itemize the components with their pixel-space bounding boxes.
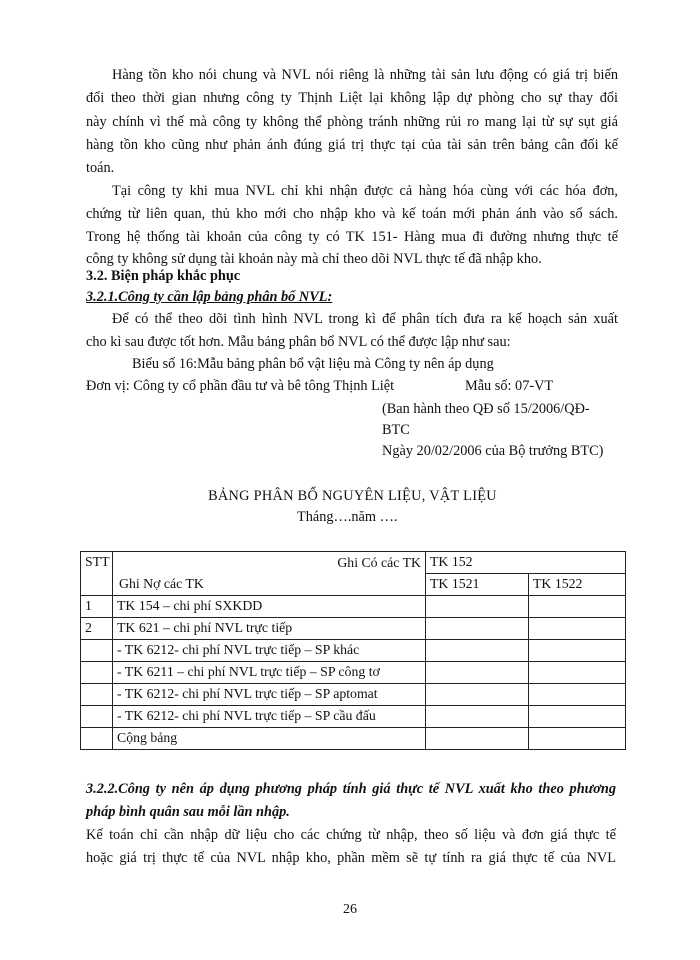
account-cell: Cộng bảng <box>113 728 426 750</box>
account-cell: TK 621 – chi phí NVL trực tiếp <box>113 618 426 640</box>
tk1521-cell <box>426 684 529 706</box>
stt-cell: 1 <box>81 596 113 618</box>
section-heading-3-2-2-cont: pháp bình quân sau mỗi lần nhập. <box>86 804 290 820</box>
debit-header: Ghi Nợ các TK <box>119 576 204 591</box>
section-heading-3-2-2: 3.2.2.Công ty nên áp dụng phương pháp tính giá thực tế NVL xuất kho theo phương <box>86 781 616 797</box>
account-cell: - TK 6212- chi phí NVL trực tiếp – SP aptomat <box>113 684 426 706</box>
paragraph-line: toán. <box>86 160 115 176</box>
paragraph-line: hoặc giá trị thực tế của NVL nhập kho, phần mềm sẽ tự tính ra giá thực tế của NVL <box>86 850 616 866</box>
tk1521-cell <box>426 618 529 640</box>
account-cell: - TK 6211 – chi phí NVL trực tiếp – SP công tơ <box>113 662 426 684</box>
stt-cell <box>81 728 113 750</box>
table-title: BẢNG PHÂN BỔ NGUYÊN LIỆU, VẬT LIỆU <box>208 488 497 504</box>
allocation-table <box>80 551 626 750</box>
unit-label: Đơn vị: Công ty cổ phần đầu tư và bê tông Thịnh Liệt <box>86 378 395 394</box>
paragraph-line: Trong hệ thống tài khoản của công ty có TK 151- Hàng mua đi đường nhưng thực tế <box>86 229 618 245</box>
issued-line: (Ban hành theo QĐ số 15/2006/QĐ- <box>382 401 590 417</box>
figure-caption: Biểu số 16:Mẫu bảng phân bổ vật liệu mà Công ty nên áp dụng <box>132 356 494 372</box>
tk1522-cell <box>529 684 626 706</box>
tk152-header: TK 152 <box>426 552 626 574</box>
paragraph-line: công ty không sử dụng tài khoản này mà chỉ theo dõi NVL thực tế đã nhập kho. <box>86 251 542 267</box>
tk1522-cell <box>529 640 626 662</box>
table-row <box>81 684 626 706</box>
stt-cell <box>81 662 113 684</box>
account-cell: - TK 6212- chi phí NVL trực tiếp – SP cầu đấu <box>113 706 426 728</box>
paragraph-line: Để có thể theo dõi tình hình NVL trong kì để phân tích đưa ra kế hoạch sản xuất <box>112 311 618 327</box>
section-heading-3-2-1: 3.2.1.Công ty cần lập bảng phân bổ NVL: <box>86 289 333 305</box>
table-row <box>81 618 626 640</box>
form-code: Mẫu số: 07-VT <box>465 378 554 394</box>
table-row <box>81 640 626 662</box>
paragraph-line: cho kì sau được tốt hơn. Mẫu bảng phân bổ NVL có thể được lập như sau: <box>86 334 511 350</box>
account-header-cell <box>113 552 426 596</box>
tk1521-cell <box>426 640 529 662</box>
page-number: 26 <box>343 902 357 917</box>
stt-header: STT <box>81 552 113 596</box>
paragraph-line: này chính vì thế mà công ty không thể phòng tránh những rủi ro mang lại từ sự sụt giá <box>86 114 618 130</box>
paragraph-line: đổi theo thời gian nhưng công ty Thịnh Liệt lại không lập dự phòng cho sự thay đổi <box>86 90 618 106</box>
stt-cell <box>81 706 113 728</box>
table-row <box>81 596 626 618</box>
issued-line: Ngày 20/02/2006 của Bộ trưởng BTC) <box>382 443 604 459</box>
table-row <box>81 706 626 728</box>
paragraph-line: Tại công ty khi mua NVL chỉ khi nhận được cả hàng hóa cùng với các hóa đơn, <box>112 183 618 199</box>
tk1521-header: TK 1521 <box>426 574 529 596</box>
stt-cell: 2 <box>81 618 113 640</box>
paragraph-line: hàng tồn kho cũng như phản ánh đúng giá trị thực tại của tài sản trên bảng cân đối kế <box>86 137 618 153</box>
account-cell: TK 154 – chi phí SXKDD <box>113 596 426 618</box>
table-row <box>81 662 626 684</box>
tk1521-cell <box>426 596 529 618</box>
stt-cell <box>81 684 113 706</box>
stt-cell <box>81 640 113 662</box>
issued-line: BTC <box>382 422 410 438</box>
paragraph-line: chứng từ liên quan, thủ kho mới cho nhập kho và kế toán mới phản ánh vào sổ sách. <box>86 206 618 222</box>
tk1522-cell <box>529 618 626 640</box>
tk1522-cell <box>529 596 626 618</box>
section-heading-3-2: 3.2. Biện pháp khắc phục <box>86 268 241 284</box>
tk1521-cell <box>426 728 529 750</box>
tk1522-cell <box>529 662 626 684</box>
table-subtitle: Tháng….năm …. <box>297 509 398 525</box>
credit-header: Ghi Có các TK <box>337 555 421 570</box>
table-total-row <box>81 728 626 750</box>
tk1521-cell <box>426 706 529 728</box>
table-header-row <box>81 552 626 574</box>
tk1522-cell <box>529 728 626 750</box>
tk1521-cell <box>426 662 529 684</box>
paragraph-line: Hàng tồn kho nói chung và NVL nói riêng là những tài sản lưu động có giá trị biến <box>112 67 618 83</box>
tk1522-header: TK 1522 <box>529 574 626 596</box>
account-cell: - TK 6212- chi phí NVL trực tiếp – SP khác <box>113 640 426 662</box>
tk1522-cell <box>529 706 626 728</box>
paragraph-line: Kế toán chỉ cần nhập dữ liệu cho các chứng từ nhập, theo số liệu và đơn giá thực tế <box>86 827 616 843</box>
